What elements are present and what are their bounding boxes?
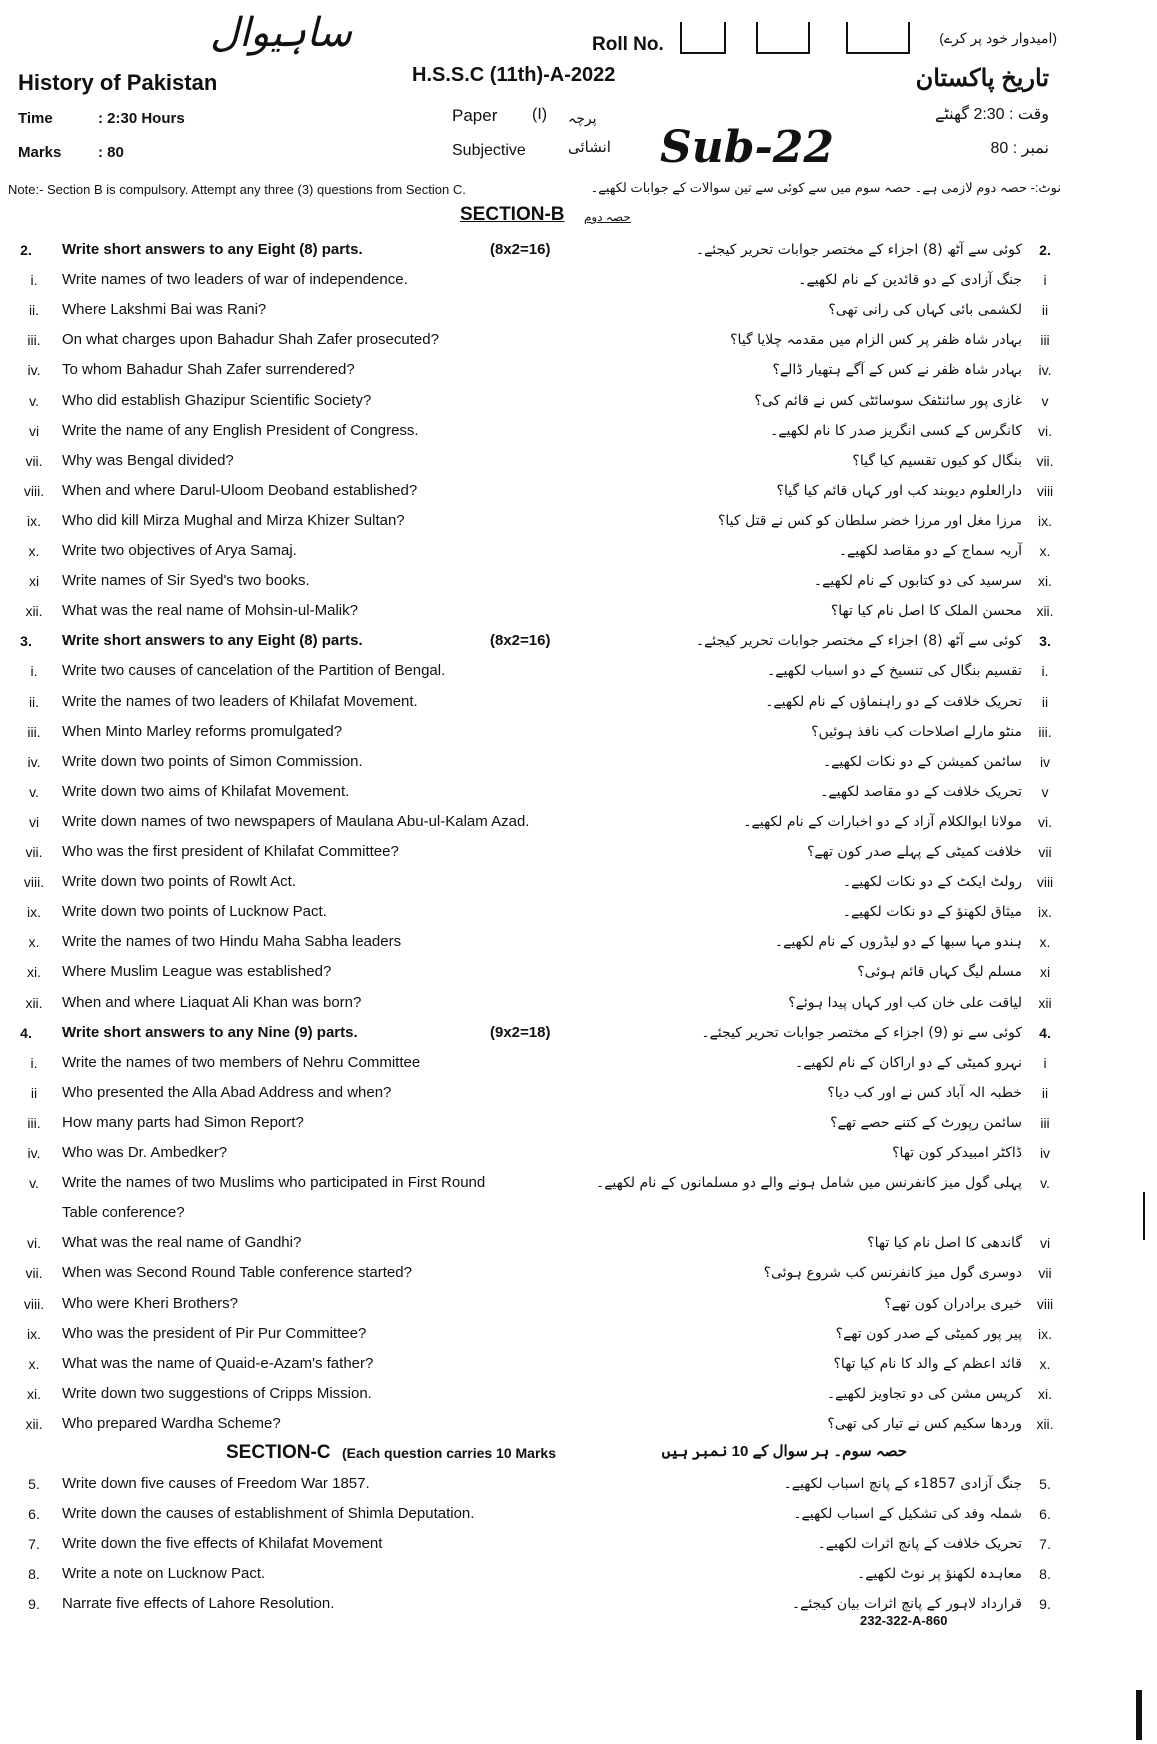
roll-no-box-3[interactable] bbox=[846, 22, 910, 54]
question-number-urdu: vii bbox=[1038, 844, 1052, 860]
question-text-urdu: قرارداد لاہور کے پانچ اثرات بیان کیجئے۔ bbox=[791, 1596, 1022, 1612]
question-number-urdu: vii. bbox=[1036, 452, 1054, 469]
question-number-urdu: xii. bbox=[1036, 1415, 1054, 1432]
question-number-urdu: xi bbox=[1039, 964, 1051, 981]
subjective-urdu: انشائی bbox=[568, 139, 611, 156]
question-number-urdu: x. bbox=[1039, 543, 1051, 559]
question-number-urdu: iv. bbox=[1038, 362, 1052, 379]
question-text-urdu: آریہ سماج کے دو مقاصد لکھیے۔ bbox=[838, 543, 1022, 559]
question-text-en: Who was the president of Pir Pur Committee? bbox=[62, 1324, 367, 1342]
question-number: i. bbox=[30, 663, 38, 680]
question-number-urdu: 6. bbox=[1039, 1506, 1051, 1522]
question-text-urdu: منٹو مارلے اصلاحات کب نافذ ہوئیں؟ bbox=[811, 723, 1022, 740]
question-number: 2. bbox=[20, 242, 32, 258]
handwritten-district: ساہیوال bbox=[210, 10, 353, 56]
question-part bbox=[0, 328, 1157, 354]
question-text-urdu: غازی پور سائنٹفک سوسائٹی کس نے قائم کی؟ bbox=[754, 392, 1022, 409]
question-text-en: Write names of Sir Syed's two books. bbox=[62, 572, 310, 590]
question-text-en: Who did establish Ghazipur Scientific Society? bbox=[62, 391, 372, 409]
question-number: 5. bbox=[28, 1476, 40, 1492]
question-text-urdu: خیری برادران کون تھے؟ bbox=[884, 1295, 1022, 1312]
question-text-en: To whom Bahadur Shah Zafer surrendered? bbox=[62, 361, 355, 379]
question-part bbox=[0, 1171, 1157, 1197]
question-number-urdu: viii bbox=[1036, 874, 1054, 891]
question-number: xi. bbox=[27, 1385, 41, 1402]
question-number: v. bbox=[29, 392, 39, 409]
question-text-en: Who were Kheri Brothers? bbox=[62, 1294, 238, 1312]
question-text-urdu: معاہدہ لکھنؤ پر نوٹ لکھیے۔ bbox=[857, 1566, 1022, 1582]
question-part bbox=[0, 599, 1157, 625]
question-text-urdu: بہادر شاہ ظفر نے کس کے آگے ہتھیار ڈالے؟ bbox=[772, 362, 1022, 379]
question-number-urdu: vi. bbox=[1038, 422, 1052, 439]
question-text-urdu: گاندھی کا اصل نام کیا تھا؟ bbox=[867, 1235, 1022, 1252]
question-number: iv. bbox=[27, 362, 41, 379]
question-text-urdu: کانگرس کے کسی انگریز صدر کا نام لکھیے۔ bbox=[770, 422, 1022, 439]
question-part bbox=[0, 870, 1157, 896]
question-number: xii. bbox=[25, 994, 43, 1011]
question-number-urdu: 4. bbox=[1039, 1024, 1051, 1041]
question-number: ii. bbox=[28, 693, 40, 710]
section-c-urdu: حصہ سوم۔ ہر سوال کے 10 نمبر ہیں bbox=[661, 1443, 907, 1460]
question-number-urdu: xii bbox=[1038, 994, 1052, 1011]
question-text-en: Write down names of two newspapers of Maulana Abu-ul-Kalam Azad. bbox=[62, 812, 530, 830]
question-text-en: Write down two points of Lucknow Pact. bbox=[62, 903, 327, 921]
question-number-urdu: iii bbox=[1040, 332, 1050, 349]
question-number: v. bbox=[29, 783, 39, 800]
exam-title: H.S.S.C (11th)-A-2022 bbox=[412, 64, 616, 86]
question-number: viii. bbox=[23, 1295, 45, 1312]
question-number: iv. bbox=[27, 1145, 41, 1161]
question-text-urdu: تحریک خلافت کے پانچ اثرات لکھیے۔ bbox=[817, 1536, 1022, 1552]
question-text-en: Write down two aims of Khilafat Movement. bbox=[62, 782, 350, 800]
question-text-urdu: کوئی سے نو (9) اجزاء کے مختصر جوابات تحریر کیجئے۔ bbox=[701, 1024, 1022, 1041]
question-number-urdu: vii bbox=[1038, 1265, 1052, 1282]
question-number: vi bbox=[28, 422, 40, 439]
question-part bbox=[0, 1352, 1157, 1378]
question-text-urdu: مولانا ابوالکلام آزاد کے دو اخبارات کے نام لکھیے۔ bbox=[743, 813, 1022, 830]
question-text-urdu: مسلم لیگ کہاں قائم ہوئی؟ bbox=[857, 964, 1022, 981]
question-text-en: What was the real name of Mohsin-ul-Malik? bbox=[62, 602, 358, 620]
question-number-urdu: ix. bbox=[1038, 904, 1052, 921]
roll-no-label: Roll No. bbox=[592, 34, 664, 55]
question-number-urdu: viii bbox=[1036, 1295, 1054, 1312]
question-text-urdu: بہادر شاہ ظفر پر کس الزام میں مقدمہ چلایا گیا؟ bbox=[730, 332, 1022, 349]
question-text-en: Write down five causes of Freedom War 1857. bbox=[62, 1475, 370, 1492]
question-text-en: Who was Dr. Ambedker? bbox=[62, 1144, 228, 1161]
question-number-urdu: xii. bbox=[1036, 603, 1054, 620]
question-number-urdu: xi. bbox=[1038, 573, 1052, 590]
question-number-urdu: iii bbox=[1040, 1114, 1050, 1131]
question-text-urdu: سائمن کمیشن کے دو نکات لکھیے۔ bbox=[822, 753, 1022, 770]
question-text-en: When Minto Marley reforms promulgated? bbox=[62, 722, 343, 740]
question-number: ix. bbox=[27, 1325, 41, 1342]
question-number: x. bbox=[28, 934, 40, 951]
question-text-en: When and where Darul-Uloom Deoband established? bbox=[62, 481, 418, 499]
question-part bbox=[0, 1081, 1157, 1107]
note-en: Note:- Section B is compulsory. Attempt any three (3) questions from Section C. bbox=[8, 182, 466, 197]
marks-value: : 80 bbox=[98, 144, 124, 161]
question-number: iii. bbox=[27, 723, 41, 740]
question-part bbox=[0, 1382, 1157, 1408]
question-number: x. bbox=[28, 1355, 40, 1372]
question-text-en: Write down the causes of establishment of Shimla Deputation. bbox=[62, 1505, 475, 1522]
question-number-urdu: ix. bbox=[1038, 512, 1052, 529]
question-text-en: Table conference? bbox=[62, 1204, 185, 1222]
question-number-urdu: xi. bbox=[1038, 1385, 1052, 1402]
roll-note-urdu: (امیدوار خود پر کرے) bbox=[939, 30, 1057, 46]
question-text-urdu: پہلی گول میز کانفرنس میں شامل ہونے والے دو مسلمانوں کے نام لکھیے۔ bbox=[595, 1175, 1022, 1192]
question-text-urdu: کوئی سے آٹھ (8) اجزاء کے مختصر جوابات تحریر کیجئے۔ bbox=[695, 633, 1022, 650]
section-b-title: SECTION-B bbox=[460, 204, 565, 225]
question-text-urdu: خلافت کمیٹی کے پہلے صدر کون تھے؟ bbox=[807, 844, 1022, 860]
question-part bbox=[0, 419, 1157, 445]
subject-title-urdu: تاریخ پاکستان bbox=[915, 65, 1049, 92]
question-text-en: Narrate five effects of Lahore Resolution. bbox=[62, 1595, 335, 1612]
question-text-en: Write the names of two leaders of Khilafat Movement. bbox=[62, 692, 418, 710]
question-heading bbox=[0, 238, 1157, 264]
question-text-urdu: وردھا سکیم کس نے تیار کی تھی؟ bbox=[827, 1415, 1022, 1432]
question-text-en: Who was the first president of Khilafat Committee? bbox=[62, 843, 399, 860]
question-number: xi. bbox=[27, 964, 41, 981]
question-text-en: When and where Liaquat Ali Khan was born? bbox=[62, 993, 362, 1011]
question-text-en: Write the names of two Muslims who participated in First Round bbox=[62, 1174, 486, 1192]
question-text-urdu: جنگ آزادی 1857ء کے پانچ اسباب لکھیے۔ bbox=[783, 1476, 1022, 1492]
question-part bbox=[0, 298, 1157, 324]
question-number: vii. bbox=[25, 452, 43, 469]
question-part bbox=[0, 810, 1157, 836]
question-text-urdu: خطبہ الہ آباد کس نے اور کب دیا؟ bbox=[827, 1084, 1022, 1101]
question-part bbox=[0, 389, 1157, 415]
question-number-urdu: vi. bbox=[1038, 813, 1052, 830]
question-text-en: Write the names of two Hindu Maha Sabha leaders bbox=[62, 933, 402, 951]
question-text-urdu: تقسیم بنگال کی تنسیخ کے دو اسباب لکھیے۔ bbox=[767, 663, 1022, 680]
subjective-label: Subjective bbox=[452, 142, 526, 159]
question-text-urdu: تحریک خلافت کے دو راہنماؤں کے نام لکھیے۔ bbox=[765, 693, 1022, 710]
question-text-urdu: بنگال کو کیوں تقسیم کیا گیا؟ bbox=[852, 452, 1022, 469]
section-c-title: SECTION-C bbox=[226, 1442, 331, 1463]
question-text-en: Who presented the Alla Abad Address and when? bbox=[62, 1083, 392, 1101]
question-number-urdu: viii bbox=[1036, 482, 1054, 499]
question-number: viii. bbox=[23, 874, 45, 891]
question-number: viii. bbox=[23, 482, 45, 499]
question-number: 9. bbox=[28, 1596, 40, 1612]
question-text-en: Write down two points of Simon Commission. bbox=[62, 752, 363, 770]
question-text-urdu: مرزا مغل اور مرزا خضر سلطان کو کس نے قتل کیا؟ bbox=[717, 512, 1022, 529]
question-text-urdu: ڈاکٹر امبیدکر کون تھا؟ bbox=[892, 1145, 1022, 1161]
question-text-en: Write two causes of cancelation of the Partition of Bengal. bbox=[62, 662, 446, 680]
question-part bbox=[0, 900, 1157, 926]
question-part bbox=[0, 479, 1157, 505]
section-b-urdu: حصہ دوم bbox=[584, 210, 631, 224]
question-number-urdu: i bbox=[1043, 1054, 1047, 1071]
question-number-urdu: vi bbox=[1039, 1235, 1051, 1252]
question-number: vi bbox=[28, 813, 40, 830]
question-number-urdu: ii bbox=[1041, 1084, 1049, 1101]
question-text-en: Write the names of two members of Nehru Committee bbox=[62, 1053, 421, 1071]
question-text-urdu: کرپس مشن کی دو تجاویز لکھیے۔ bbox=[826, 1385, 1022, 1402]
question-text-urdu: نہرو کمیٹی کے دو اراکان کے نام لکھیے۔ bbox=[794, 1054, 1022, 1071]
question-number-urdu: ii bbox=[1041, 693, 1049, 710]
question-text-urdu: شملہ وفد کی تشکیل کے اسباب لکھیے۔ bbox=[793, 1506, 1022, 1522]
question-part bbox=[0, 1111, 1157, 1137]
question-text-en: Write short answers to any Eight (8) parts. bbox=[62, 632, 363, 650]
handwritten-code: Sub-22 bbox=[660, 122, 835, 173]
question-number-urdu: v. bbox=[1040, 1175, 1050, 1192]
question-number-urdu: x. bbox=[1039, 934, 1051, 951]
question-number: vii. bbox=[25, 1265, 43, 1282]
note-urdu: نوٹ:- حصہ دوم لازمی ہے۔ حصہ سوم میں سے کوئی سے تین سوالات کے جوابات لکھیے۔ bbox=[590, 180, 1061, 195]
question-number-urdu: 2. bbox=[1039, 242, 1051, 258]
question-number-urdu: x. bbox=[1039, 1355, 1051, 1372]
question-number: xii. bbox=[25, 603, 43, 620]
question-text-en: Where Muslim League was established? bbox=[62, 963, 332, 981]
question-part bbox=[0, 1141, 1157, 1167]
question-part bbox=[0, 930, 1157, 956]
question-number: iii. bbox=[27, 332, 41, 349]
question-marks: (9x2=18) bbox=[490, 1023, 551, 1041]
question-part bbox=[0, 569, 1157, 595]
question-text-urdu: دوسری گول میز کانفرنس کب شروع ہوئی؟ bbox=[763, 1265, 1022, 1282]
question-number: iv. bbox=[27, 753, 41, 770]
question-part bbox=[0, 960, 1157, 986]
question-number-urdu: i bbox=[1043, 272, 1047, 289]
question-part bbox=[0, 750, 1157, 776]
question-text-en: Write down the five effects of Khilafat Movement bbox=[62, 1535, 383, 1552]
question-text-en: What was the real name of Gandhi? bbox=[62, 1234, 302, 1252]
paper-code: 232-322-A-860 bbox=[860, 1613, 948, 1628]
question-number-urdu: iv bbox=[1039, 753, 1051, 770]
question-number: xi bbox=[28, 573, 40, 590]
question-part bbox=[0, 720, 1157, 746]
question-text-urdu: لیاقت علی خان کب اور کہاں پیدا ہوئے؟ bbox=[788, 994, 1022, 1011]
roll-no-box-1[interactable] bbox=[680, 22, 726, 54]
question-number-urdu: i. bbox=[1041, 663, 1049, 680]
time-urdu: وقت : 2:30 گھنٹے bbox=[934, 106, 1049, 123]
question-text-urdu: ہندو مہا سبھا کے دو لیڈروں کے نام لکھیے۔ bbox=[774, 934, 1022, 951]
question-part bbox=[0, 1502, 1157, 1528]
roll-no-box-2[interactable] bbox=[756, 22, 810, 54]
question-text-urdu: سائمن رپورٹ کے کتنے حصے تھے؟ bbox=[830, 1114, 1022, 1131]
question-number-urdu: 7. bbox=[1039, 1536, 1051, 1552]
question-number-urdu: iv bbox=[1039, 1145, 1051, 1161]
question-number: iii. bbox=[27, 1114, 41, 1131]
question-part bbox=[0, 268, 1157, 294]
question-number: v. bbox=[29, 1175, 39, 1192]
question-number: 7. bbox=[28, 1536, 40, 1552]
question-text-en: Why was Bengal divided? bbox=[62, 451, 234, 469]
question-heading bbox=[0, 1021, 1157, 1047]
question-text-urdu: رولٹ ایکٹ کے دو نکات لکھیے۔ bbox=[842, 874, 1022, 891]
question-text-urdu: تحریک خلافت کے دو مقاصد لکھیے۔ bbox=[820, 783, 1022, 800]
question-number-urdu: 5. bbox=[1039, 1476, 1051, 1492]
question-text-en: Write two objectives of Arya Samaj. bbox=[62, 542, 297, 559]
question-text-urdu: سرسید کی دو کتابوں کے نام لکھیے۔ bbox=[813, 573, 1022, 590]
section-c-subtitle: (Each question carries 10 Marks bbox=[342, 1445, 556, 1461]
question-text-urdu: لکشمی بائی کہاں کی رانی تھی؟ bbox=[828, 302, 1022, 319]
question-text-en: Write short answers to any Eight (8) parts. bbox=[62, 241, 363, 258]
question-text-en: On what charges upon Bahadur Shah Zafer prosecuted? bbox=[62, 331, 439, 349]
question-marks: (8x2=16) bbox=[490, 632, 551, 650]
question-text-en: Write down two points of Rowlt Act. bbox=[62, 873, 296, 891]
question-number: 8. bbox=[28, 1566, 40, 1582]
question-part bbox=[0, 690, 1157, 716]
question-part bbox=[0, 840, 1157, 866]
question-number-urdu: 8. bbox=[1039, 1566, 1051, 1582]
question-text-en: Write short answers to any Nine (9) parts. bbox=[62, 1023, 358, 1041]
question-number: i. bbox=[30, 272, 38, 289]
question-number-urdu: 3. bbox=[1039, 633, 1051, 650]
question-number: i. bbox=[30, 1054, 38, 1071]
question-part bbox=[0, 1472, 1157, 1498]
question-text-en: When was Second Round Table conference started? bbox=[62, 1264, 412, 1282]
question-number-urdu: 9. bbox=[1039, 1596, 1051, 1612]
question-number: ii bbox=[30, 1084, 38, 1101]
question-part bbox=[0, 1412, 1157, 1438]
question-part bbox=[0, 1051, 1157, 1077]
question-number: ix. bbox=[27, 512, 41, 529]
marks-urdu: نمبر : 80 bbox=[990, 140, 1049, 157]
question-number: 3. bbox=[20, 633, 32, 650]
question-heading bbox=[0, 629, 1157, 655]
question-part bbox=[0, 991, 1157, 1017]
question-text-en: How many parts had Simon Report? bbox=[62, 1113, 304, 1131]
question-text-urdu: پیر پور کمیٹی کے صدر کون تھے؟ bbox=[835, 1325, 1022, 1342]
question-number-urdu: v bbox=[1041, 783, 1049, 800]
question-text-en: Write names of two leaders of war of independence. bbox=[62, 271, 408, 289]
question-part bbox=[0, 780, 1157, 806]
paper-value: (I) bbox=[532, 106, 548, 123]
question-part bbox=[0, 1231, 1157, 1257]
question-part bbox=[0, 509, 1157, 535]
question-number: 6. bbox=[28, 1506, 40, 1522]
question-number-urdu: ix. bbox=[1038, 1325, 1052, 1342]
time-value: : 2:30 Hours bbox=[98, 110, 185, 127]
question-number-urdu: v bbox=[1041, 392, 1049, 409]
question-text-urdu: محسن الملک کا اصل نام کیا تھا؟ bbox=[830, 603, 1022, 620]
question-marks: (8x2=16) bbox=[490, 241, 551, 258]
question-text-en: Who did kill Mirza Mughal and Mirza Khizer Sultan? bbox=[62, 511, 405, 529]
question-part bbox=[0, 659, 1157, 685]
question-part bbox=[0, 1201, 1157, 1227]
question-text-urdu: میثاق لکھنؤ کے دو نکات لکھیے۔ bbox=[842, 904, 1022, 921]
question-text-en: Where Lakshmi Bai was Rani? bbox=[62, 301, 267, 319]
question-text-en: What was the name of Quaid-e-Azam's father? bbox=[62, 1354, 374, 1372]
marks-label: Marks bbox=[18, 144, 62, 161]
question-part bbox=[0, 358, 1157, 384]
question-number: 4. bbox=[20, 1024, 32, 1041]
question-number: x. bbox=[28, 543, 40, 559]
question-number: ix. bbox=[27, 904, 41, 921]
subject-title-en: History of Pakistan bbox=[18, 70, 218, 95]
question-part bbox=[0, 449, 1157, 475]
question-number: xii. bbox=[25, 1415, 43, 1432]
question-part bbox=[0, 539, 1157, 565]
question-part bbox=[0, 1592, 1157, 1618]
question-part bbox=[0, 1292, 1157, 1318]
question-number-urdu: ii bbox=[1041, 302, 1049, 319]
question-text-urdu: کوئی سے آٹھ (8) اجزاء کے مختصر جوابات تحریر کیجئے۔ bbox=[695, 242, 1022, 258]
question-part bbox=[0, 1532, 1157, 1558]
question-text-en: Write the name of any English President of Congress. bbox=[62, 421, 419, 439]
question-text-urdu: دارالعلوم دیوبند کب اور کہاں قائم کیا گیا؟ bbox=[776, 482, 1022, 499]
margin-mark bbox=[1136, 1690, 1142, 1740]
question-number-urdu: iii. bbox=[1038, 723, 1052, 740]
question-number: vii. bbox=[25, 844, 43, 860]
question-number: vi. bbox=[27, 1235, 41, 1252]
question-number: ii. bbox=[28, 302, 40, 319]
question-text-en: Who prepared Wardha Scheme? bbox=[62, 1414, 281, 1432]
question-text-en: Write a note on Lucknow Pact. bbox=[62, 1565, 266, 1582]
paper-label: Paper bbox=[452, 106, 498, 125]
question-part bbox=[0, 1562, 1157, 1588]
question-text-en: Write down two suggestions of Cripps Mission. bbox=[62, 1384, 372, 1402]
paper-urdu: پرچہ bbox=[568, 110, 597, 126]
question-text-urdu: جنگ آزادی کے دو قائدین کے نام لکھیے۔ bbox=[798, 272, 1022, 289]
question-text-urdu: قائد اعظم کے والد کا نام کیا تھا؟ bbox=[833, 1355, 1022, 1372]
question-part bbox=[0, 1261, 1157, 1287]
question-part bbox=[0, 1322, 1157, 1348]
time-label: Time bbox=[18, 110, 53, 127]
margin-mark bbox=[1143, 1192, 1145, 1240]
